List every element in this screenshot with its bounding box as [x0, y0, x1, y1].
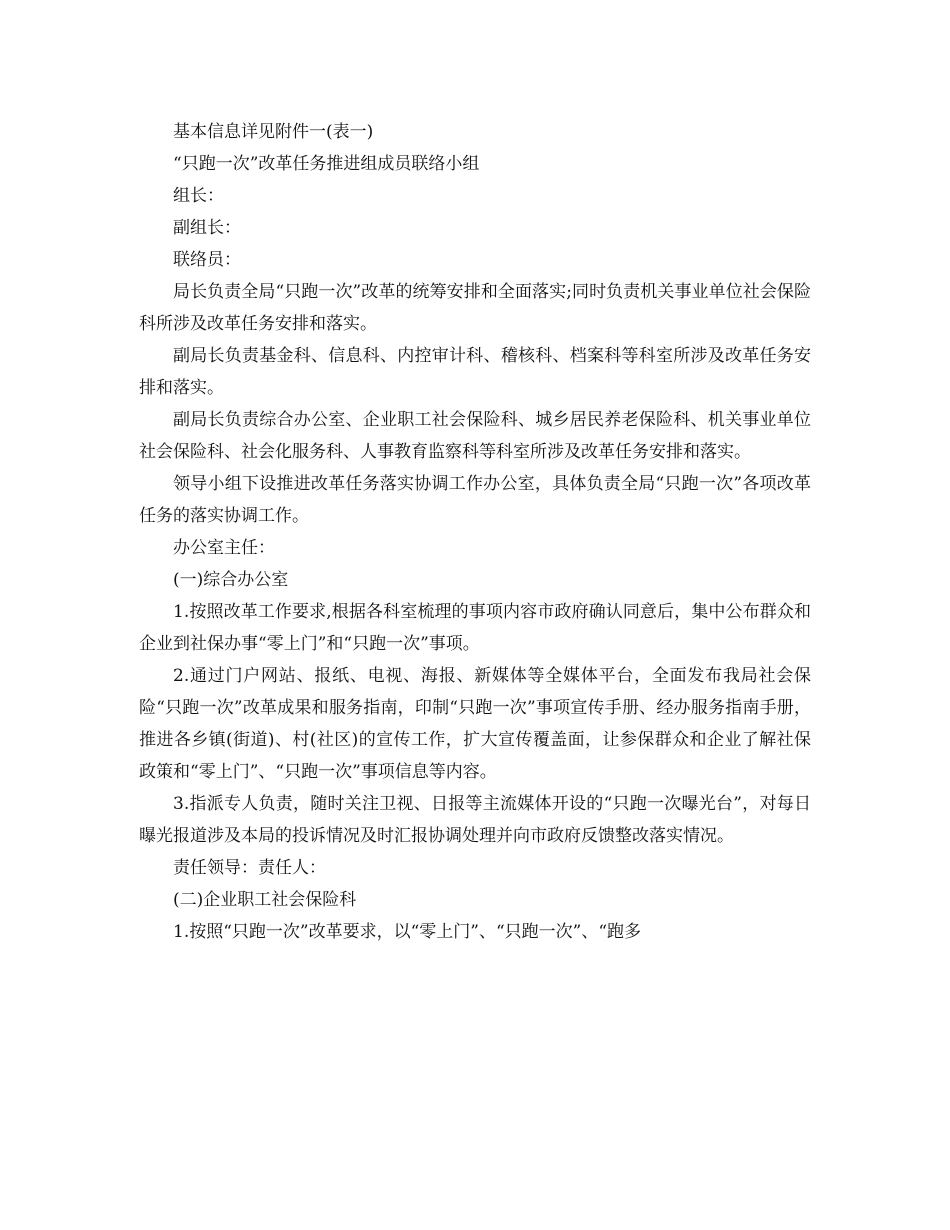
paragraph-item-3: 3.指派专人负责，随时关注卫视、日报等主流媒体开设的“只跑一次曝光台”，对每日曝光报道涉及本局的投诉情况及时汇报协调处理并向市政府反馈整改落实情况。: [139, 794, 811, 846]
paragraph-liaison-officer: 联络员：: [173, 250, 241, 270]
paragraph-responsible-leader: 责任领导：责任人：: [173, 858, 326, 878]
paragraph-coordination-office: 领导小组下设推进改革任务落实协调工作办公室，具体负责全局“只跑一次”各项改革任务的落实协调工作。: [139, 474, 811, 526]
paragraph-deputy-director-duty-2: 副局长负责综合办公室、企业职工社会保险科、城乡居民养老保险科、机关事业单位社会保险科、社会化服务科、人事教育监察科等科室所涉及改革任务安排和落实。: [139, 410, 811, 462]
paragraph-director-duty: 局长负责全局“只跑一次”改革的统筹安排和全面落实;同时负责机关事业单位社会保险科所涉及改革任务安排和落实。: [139, 282, 811, 334]
paragraph-attachment-note: 基本信息详见附件一(表一): [173, 122, 374, 142]
paragraph-item-2: 2.通过门户网站、报纸、电视、海报、新媒体等全媒体平台，全面发布我局社会保险“只跑一次”改革成果和服务指南，印制“只跑一次”事项宣传手册、经办服务指南手册，推进各乡镇(街道)、村(社区)的宣传工作，扩大宣传覆盖面，让参保群众和企业了解社保政策和“零上门”、“只跑一次”事项信息等内容。: [139, 666, 811, 782]
document-body: [139, 116, 811, 948]
paragraph-office-director: 办公室主任：: [173, 538, 275, 558]
section-heading-general-office: (一)综合办公室: [173, 570, 289, 590]
paragraph-deputy-leader: 副组长：: [173, 218, 241, 238]
section-heading-enterprise-insurance: (二)企业职工社会保险科: [173, 890, 357, 910]
paragraph-liaison-group-title: “只跑一次”改革任务推进组成员联络小组: [173, 154, 480, 174]
paragraph-group-leader: 组长：: [173, 186, 224, 206]
paragraph-enterprise-item-1: 1.按照“只跑一次”改革要求，以“零上门”、“只跑一次”、“跑多: [173, 922, 642, 942]
paragraph-item-1: 1.按照改革工作要求,根据各科室梳理的事项内容市政府确认同意后，集中公布群众和企业到社保办事“零上门”和“只跑一次”事项。: [139, 602, 811, 654]
paragraph-deputy-director-duty-1: 副局长负责基金科、信息科、内控审计科、稽核科、档案科等科室所涉及改革任务安排和落实。: [139, 346, 811, 398]
